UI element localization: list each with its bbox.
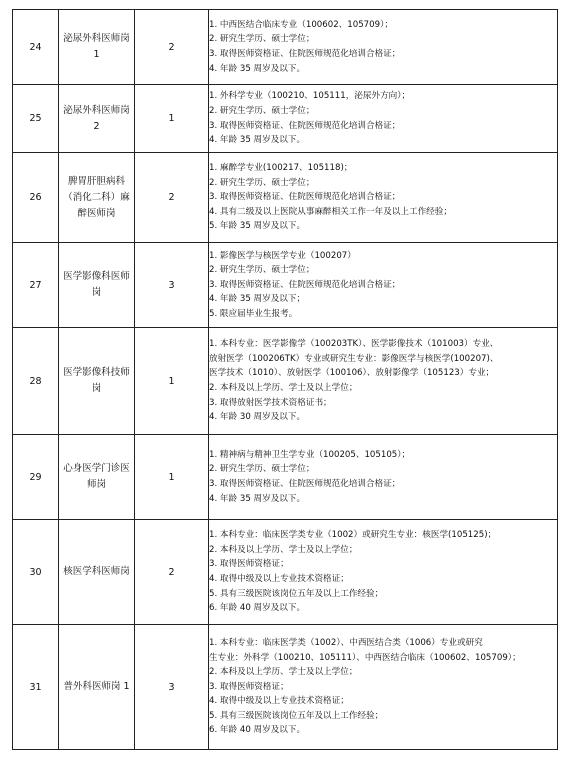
hiring-count: 1 (135, 85, 209, 153)
row-number: 28 (13, 328, 59, 435)
row-number: 27 (13, 243, 59, 328)
requirements-cell (209, 85, 558, 153)
hiring-count: 1 (135, 328, 209, 435)
requirement-line: 2. 研究生学历、硕士学位； (209, 177, 315, 188)
requirement-line: 2. 研究生学历、硕士学位； (209, 34, 315, 45)
requirement-line: 4. 具有二级及以上医院从事麻醉相关工作一年及以上工作经验； (209, 206, 452, 217)
requirement-line: 4. 取得中级及以上专业技术资格证； (209, 696, 349, 707)
post-name: 普外科医师岗 1 (59, 625, 135, 750)
hiring-count: 1 (135, 435, 209, 520)
row-number: 30 (13, 520, 59, 625)
requirement-line: 1. 本科专业：临床医学类专业（1002）或研究生专业：核医学(105125)； (209, 530, 497, 541)
requirement-line: 医学技术（1010）、放射医学（100106）、放射影像学（105123）专业； (209, 368, 495, 379)
hiring-count: 3 (135, 625, 209, 750)
requirement-line: 6. 年龄 40 周岁及以下。 (209, 603, 306, 614)
row-number: 31 (13, 625, 59, 750)
requirements-cell (209, 625, 558, 750)
requirement-line: 1. 本科专业：医学影像学（100203TK）、医学影像技术（101003）专业、 (209, 339, 499, 350)
requirements-cell (209, 243, 558, 328)
requirement-line: 4. 取得中级及以上专业技术资格证； (209, 574, 349, 584)
requirement-line: 4. 年龄 35 周岁及以下。 (209, 493, 306, 504)
requirement-line: 1. 麻醉学专业(100217、105118)； (209, 163, 353, 174)
table-row (13, 85, 558, 153)
requirements-cell (209, 10, 558, 85)
requirement-line: 3. 取得医师资格证、住院医师规范化培训合格证； (209, 120, 401, 131)
requirement-line: 2. 本科及以上学历、学士及以上学位； (209, 544, 358, 555)
requirement-line: 4. 年龄 35 周岁及以下。 (209, 135, 306, 146)
requirement-line: 5. 具有三级医院该岗位五年及以上工作经验； (209, 710, 384, 721)
requirement-line: 2. 研究生学历、硕士学位； (209, 265, 315, 276)
table-row (13, 520, 558, 625)
hiring-count: 2 (135, 153, 209, 243)
post-name: 医学影像科技师岗 (59, 328, 135, 435)
table-row (13, 625, 558, 750)
table-row (13, 328, 558, 435)
requirement-line: 1. 本科专业：临床医学类（1002）、中西医结合类（1006）专业或研究 (209, 637, 483, 648)
requirement-line: 5. 年龄 35 周岁及以下。 (209, 221, 306, 232)
post-name: 医学影像科医师岗 (59, 243, 135, 328)
requirement-line: 生专业：外科学（100210、105111）、中西医结合临床（100602、105709）； (209, 652, 521, 663)
requirement-line: 1. 精神病与精神卫生学专业（100205、105105）； (209, 449, 411, 460)
requirement-line: 5. 具有三级医院该岗位五年及以上工作经验； (209, 588, 384, 599)
table-row (13, 435, 558, 520)
requirement-line: 3. 取得医师资格证； (209, 559, 289, 570)
hiring-count: 2 (135, 520, 209, 625)
requirement-line: 2. 本科及以上学历、学士及以上学位； (209, 383, 358, 393)
requirement-line: 2. 研究生学历、硕士学位； (209, 105, 315, 116)
post-name: 核医学科医师岗 (59, 520, 135, 625)
requirement-line: 6. 年龄 40 周岁及以下。 (209, 725, 306, 736)
requirement-line: 3. 取得医师资格证、住院医师规范化培训合格证； (209, 49, 401, 59)
requirement-line: 3. 取得医师资格证、住院医师规范化培训合格证； (209, 192, 401, 203)
post-name: 脾胃肝胆病科（消化二科）麻醉医师岗 (59, 153, 135, 243)
table-row (13, 10, 558, 85)
post-name: 泌尿外科医师岗 2 (59, 85, 135, 153)
requirements-cell (209, 435, 558, 520)
requirement-line: 4. 年龄 30 周岁及以下。 (209, 412, 306, 423)
row-number: 26 (13, 153, 59, 243)
requirement-line: 3. 取得医师资格证、住院医师规范化培训合格证； (209, 279, 401, 290)
hiring-count: 3 (135, 243, 209, 328)
requirement-line: 1. 中西医结合临床专业（100602、105709）； (209, 19, 393, 30)
table-row (13, 243, 558, 328)
requirements-cell (209, 153, 558, 243)
requirements-cell (209, 520, 558, 625)
hiring-count: 2 (135, 10, 209, 85)
requirement-line: 1. 影像医学与核医学专业（100207） (209, 250, 356, 261)
requirement-line: 放射医学（100206TK）专业或研究生专业：影像医学与核医学(100207)、 (209, 353, 499, 364)
requirement-line: 5. 限应届毕业生报考。 (209, 308, 298, 319)
requirement-line: 3. 取得医师资格证； (209, 681, 289, 692)
requirement-line: 4. 年龄 35 周岁及以下； (209, 294, 306, 305)
post-name: 心身医学门诊医师岗 (59, 435, 135, 520)
requirement-line: 3. 取得医师资格证、住院医师规范化培训合格证； (209, 479, 401, 489)
requirements-cell (209, 328, 558, 435)
row-number: 25 (13, 85, 59, 153)
requirement-line: 2. 研究生学历、硕士学位； (209, 464, 315, 475)
requirement-line: 1. 外科学专业（100210、105111，泌尿外方向）； (209, 91, 411, 102)
requirement-line: 2. 本科及以上学历、学士及以上学位； (209, 667, 358, 678)
requirement-line: 4. 年龄 35 周岁及以下。 (209, 63, 306, 74)
table-row (13, 153, 558, 243)
row-number: 24 (13, 10, 59, 85)
row-number: 29 (13, 435, 59, 520)
requirement-line: 3. 取得放射医学技术资格证书； (209, 397, 332, 408)
table-body (13, 10, 558, 750)
post-name: 泌尿外科医师岗 1 (59, 10, 135, 85)
recruitment-table (12, 9, 558, 750)
